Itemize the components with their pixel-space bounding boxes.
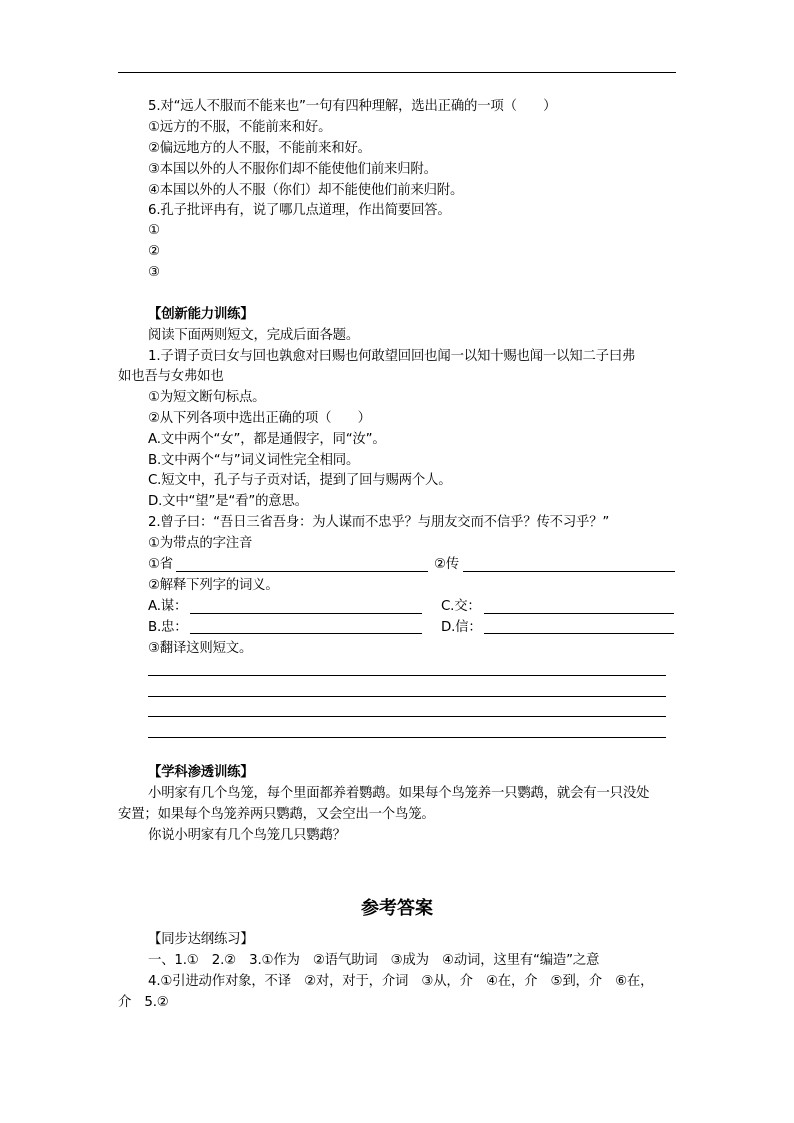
passage-2-task-2: ②解释下列字的词义。 [148, 578, 279, 593]
option-c: C.短文中，孔子与子贡对话，提到了回与赐两个人。 [148, 473, 452, 488]
definition-d-blank[interactable] [484, 633, 674, 634]
option-b: B.文中两个“与”词义词性完全相同。 [148, 453, 360, 468]
question-6-marker-3: ③ [148, 265, 160, 280]
question-5-option-4: ④本国以外的人不服（你们）却不能使他们前来归附。 [148, 183, 464, 198]
definition-c-blank[interactable] [484, 613, 674, 614]
definition-c-label: C.交： [441, 599, 481, 614]
answers-line-1: 一、1.① 2.② 3.①作为 ②语气助词 ③成为 ④动词，这里有“编造”之意 [148, 953, 600, 968]
subject-problem-line-1: 小明家有几个鸟笼，每个里面都养着鹦鹉。如果每个鸟笼养一只鹦鹉，就会有一只没处 [148, 786, 650, 801]
definition-b-label: B.忠： [148, 620, 188, 635]
answers-line-3: 介 5.② [118, 995, 169, 1010]
answers-line-2: 4.①引进动作对象，不译 ②对，对于，介词 ③从，介 ④在，介 ⑤到，介 ⑥在， [148, 974, 654, 989]
question-5-stem: 5.对“远人不服而不能来也”一句有四种理解，选出正确的一项（ ） [148, 99, 557, 114]
passage-2-text: 2.曾子曰：“吾日三省吾身：为人谋而不忠乎？与朋友交而不信乎？传不习乎？” [148, 515, 610, 530]
question-5-option-3: ③本国以外的人不服你们却不能使他们前来归附。 [148, 162, 437, 177]
question-5-option-1: ①远方的不服，不能前来和好。 [148, 120, 332, 135]
definition-a-blank[interactable] [190, 613, 422, 614]
pronunciation-sheng-blank[interactable] [176, 571, 428, 572]
passage-2-task-3: ③翻译这则短文。 [148, 641, 253, 656]
answers-title: 参考答案 [361, 898, 433, 919]
header-rule [118, 72, 676, 73]
passage-1-line-2: 如也吾与女弗如也 [118, 369, 224, 384]
question-6-marker-2: ② [148, 244, 160, 259]
innovation-intro: 阅读下面两则短文，完成后面各题。 [148, 328, 360, 343]
translation-line-2[interactable] [148, 696, 666, 697]
pronunciation-chuan-blank[interactable] [463, 571, 675, 572]
question-6-marker-1: ① [148, 223, 160, 238]
passage-2-task-1: ①为带点的字注音 [148, 536, 253, 551]
answers-heading: 【同步达纲练习】 [148, 932, 254, 947]
innovation-heading: 【创新能力训练】 [148, 307, 254, 322]
translation-line-1[interactable] [148, 675, 666, 676]
passage-1-line-1: 1.子谓子贡曰女与回也孰愈对曰赐也何敢望回回也闻一以知十赐也闻一以知二子曰弗 [148, 349, 636, 364]
definition-b-blank[interactable] [190, 633, 422, 634]
translation-line-4[interactable] [148, 737, 666, 738]
passage-1-task-1: ①为短文断句标点。 [148, 390, 266, 405]
subject-question: 你说小明家有几个鸟笼几只鹦鹉？ [148, 828, 346, 843]
pronunciation-chuan-label: ②传 [434, 557, 459, 572]
pronunciation-sheng-label: ①省 [148, 557, 173, 572]
question-6-stem: 6.孔子批评冉有，说了哪几点道理，作出简要回答。 [148, 203, 451, 218]
subject-problem-line-2: 安置；如果每个鸟笼养两只鹦鹉，又会空出一个鸟笼。 [118, 807, 435, 822]
option-d: D.文中“望”是“看”的意思。 [148, 494, 308, 509]
definition-d-label: D.信： [441, 620, 482, 635]
question-5-option-2: ②偏远地方的人不服，不能前来和好。 [148, 141, 371, 156]
option-a: A.文中两个“女”，都是通假字，同“汝”。 [148, 432, 386, 447]
translation-line-3[interactable] [148, 716, 666, 717]
subject-heading: 【学科渗透训练】 [148, 765, 254, 780]
definition-a-label: A.谋： [148, 599, 188, 614]
passage-1-task-2: ②从下列各项中选出正确的项（ ） [148, 411, 371, 426]
